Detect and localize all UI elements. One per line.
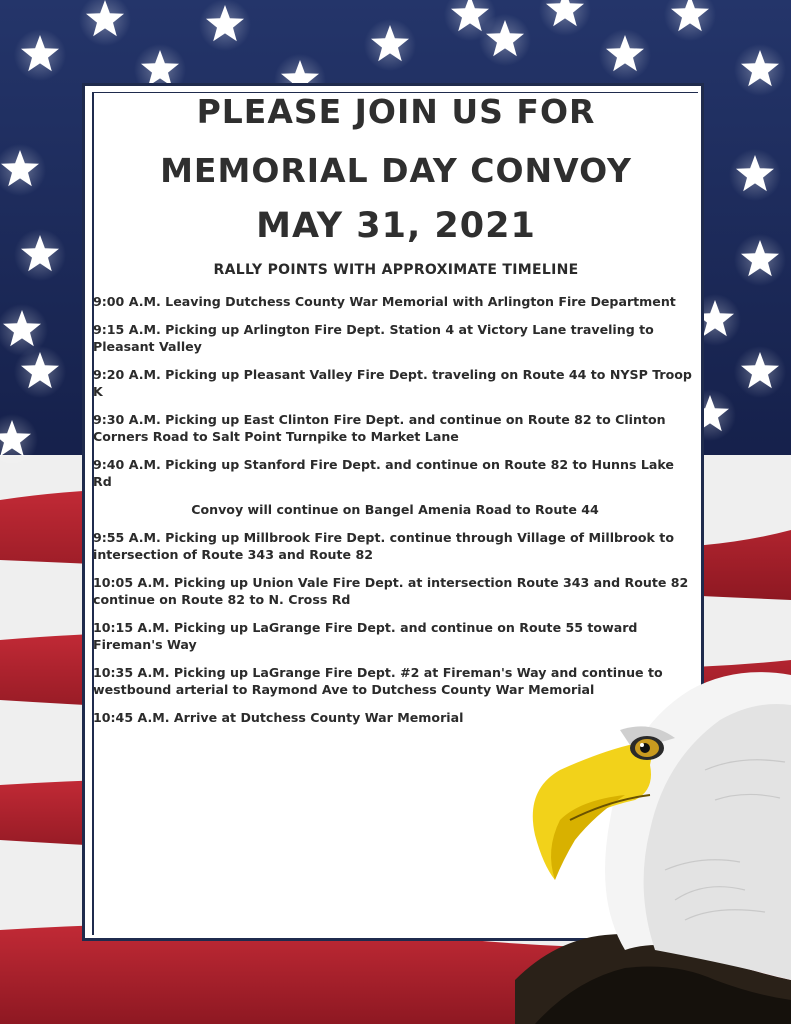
- timeline-item: 10:35 A.M. Picking up LaGrange Fire Dept. #2 at Fireman's Way and continue to westbound arterial to Raymond Ave to Dutchess County War Memorial: [93, 665, 663, 697]
- timeline-item: 10:15 A.M. Picking up LaGrange Fire Dept. and continue on Route 55 toward Fireman's Way: [93, 620, 638, 652]
- timeline-item: 9:55 A.M. Picking up Millbrook Fire Dept. continue through Village of Millbrook to intersection of Route 343 and Route 82: [93, 530, 674, 562]
- bald-eagle-illustration: [515, 650, 791, 1024]
- timeline-note: Convoy will continue on Bangel Amenia Road to Route 44: [191, 502, 599, 517]
- timeline-item: 9:30 A.M. Picking up East Clinton Fire Dept. and continue on Route 82 to Clinton Corners Road to Salt Point Turnpike to Market Lane: [93, 412, 666, 444]
- timeline-item: 9:40 A.M. Picking up Stanford Fire Dept. and continue on Route 82 to Hunns Lake Rd: [93, 457, 674, 489]
- event-date: MAY 31, 2021: [256, 206, 536, 246]
- timeline-item: 9:15 A.M. Picking up Arlington Fire Dept. Station 4 at Victory Lane traveling to Pleasant Valley: [93, 322, 654, 354]
- timeline-item: 9:00 A.M. Leaving Dutchess County War Memorial with Arlington Fire Department: [93, 294, 676, 309]
- timeline-subheading: RALLY POINTS WITH APPROXIMATE TIMELINE: [213, 262, 579, 278]
- timeline-item: 10:45 A.M. Arrive at Dutchess County War Memorial: [93, 710, 464, 725]
- title-line-1: PLEASE JOIN US FOR: [196, 92, 596, 131]
- timeline-item: 9:20 A.M. Picking up Pleasant Valley Fire Dept. traveling on Route 44 to NYSP Troop K: [93, 367, 692, 399]
- title-line-2: MEMORIAL DAY CONVOY: [160, 151, 632, 190]
- timeline-item: 10:05 A.M. Picking up Union Vale Fire Dept. at intersection Route 343 and Route 82 continue on Route 82 to N. Cross Rd: [93, 575, 689, 607]
